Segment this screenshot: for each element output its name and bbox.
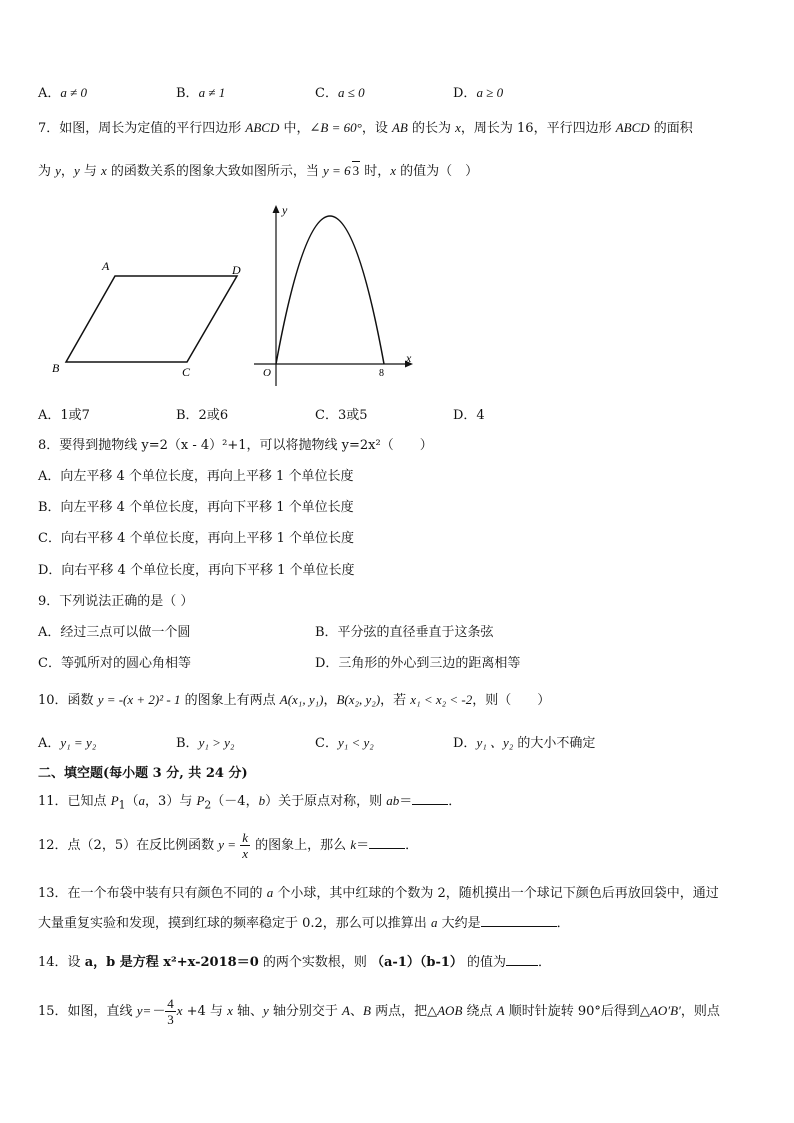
q11-stem [38, 792, 461, 815]
math: a [138, 793, 146, 808]
q8-option-a: A．向左平移 4 个单位长度，再向上平移 1 个单位长度 [38, 469, 354, 484]
math: B(x₂, y₂) [336, 692, 381, 707]
text: 的面积 [649, 121, 693, 136]
text: 的值为（ ） [396, 164, 479, 179]
math: y₁ 、y₂ [476, 735, 514, 750]
math: a [266, 885, 274, 900]
q7-option-c: C．3或5 [315, 408, 368, 423]
q6-option-a-label: A． [38, 86, 61, 101]
x-tick-8-label: 8 [379, 368, 384, 379]
math: AO′B′ [649, 1003, 681, 1018]
text: 为 [38, 164, 56, 179]
math: P [110, 793, 119, 808]
text: ，则（ ） [472, 693, 551, 708]
q15-stem [38, 996, 720, 1027]
text: 的值为 [462, 955, 507, 970]
q10-stem [38, 691, 550, 710]
math: x [390, 163, 396, 178]
math: y [73, 163, 80, 178]
text: 顺时针旋转 90°后得到△ [504, 1004, 650, 1019]
math: x [227, 1003, 233, 1018]
text: 14．设 [38, 955, 85, 970]
fraction-4-over-3 [165, 996, 176, 1027]
math: ab [386, 793, 400, 808]
q9-option-d: D．三角形的外心到三边的距离相等 [315, 656, 521, 671]
text: B． [176, 736, 199, 751]
text: +4 与 [182, 1004, 228, 1019]
text: 两点，把△ [370, 1004, 438, 1019]
text: 的长为 [407, 121, 456, 136]
text: ，3）与 [145, 794, 197, 809]
math: y = [218, 837, 240, 852]
q12-stem [38, 830, 418, 861]
math: x [100, 163, 107, 178]
q6-option-b [176, 84, 225, 103]
text: 15．如图，直线 [38, 1004, 137, 1019]
q10-option-a [38, 734, 96, 753]
math: B [363, 1003, 371, 1018]
math: A [496, 1003, 505, 1018]
q6-option-b-label: B． [176, 86, 199, 101]
text: 大约是 [437, 916, 481, 931]
text: ． [538, 955, 552, 970]
sqrt-value: 3 [352, 163, 360, 178]
denominator: x [242, 846, 249, 861]
text: 、 [350, 1004, 364, 1019]
math: y [55, 163, 61, 178]
q10-option-d [453, 734, 595, 753]
section-heading-fill-in: 二、填空题(每小题 3 分, 共 24 分) [38, 766, 248, 781]
math: y = 6 [323, 163, 351, 178]
text: 绕点 [462, 1004, 497, 1019]
math: b [258, 793, 266, 808]
text: 轴、 [232, 1004, 263, 1019]
text: 的图象上有两点 [180, 693, 280, 708]
math: y = -(x + 2)² - 1 [97, 692, 181, 707]
text: C． [315, 736, 338, 751]
math: ∠B = 60° [309, 120, 362, 135]
parallelogram-abcd [66, 276, 237, 362]
text: （ [125, 794, 139, 809]
text: ＝ [399, 794, 413, 809]
vertex-a-label: A [102, 259, 110, 273]
text: 13．在一个布袋中装有只有颜色不同的 [38, 886, 267, 901]
text: 大量重复实验和发现，摸到红球的频率稳定于 0.2，那么可以推算出 [38, 916, 431, 931]
q8-option-c: C．向右平移 4 个单位长度，再向上平移 1 个单位长度 [38, 531, 355, 546]
math: ABCD [615, 120, 650, 135]
math: x [455, 120, 461, 135]
vertex-c-label: C [182, 365, 191, 379]
q6-option-d-math: a ≥ 0 [476, 85, 504, 100]
parabola-curve [276, 216, 384, 364]
answer-blank[interactable] [412, 792, 448, 805]
math: a [430, 915, 438, 930]
text: ）关于原点对称，则 [265, 794, 387, 809]
math: AB [391, 120, 408, 135]
math: A(x₁, y₁) [279, 692, 324, 707]
answer-blank[interactable] [481, 914, 557, 927]
q13-stem-line2 [38, 914, 570, 933]
q7-option-b: B．2或6 [176, 408, 229, 423]
q9-stem: 9．下列说法正确的是（ ） [38, 594, 194, 609]
q7-stem-line1 [38, 119, 693, 138]
q7-figure [40, 196, 420, 386]
equation: a，b 是方程 x²+x-2018＝0 [84, 955, 259, 970]
math: y [263, 1003, 269, 1018]
q6-option-c-math: a ≤ 0 [337, 85, 365, 100]
text: ． [556, 916, 570, 931]
answer-blank[interactable] [369, 836, 405, 849]
answer-blank[interactable] [506, 953, 538, 966]
math: AOB [437, 1003, 463, 1018]
denominator: 3 [167, 1012, 174, 1027]
math: k [350, 837, 357, 852]
q14-stem [38, 953, 551, 972]
q7-option-a: A．1或7 [38, 408, 90, 423]
text: 的大小不确定 [513, 736, 596, 751]
text: 中， [279, 121, 310, 136]
y-axis-label: y [282, 203, 288, 217]
text: 的图象上，那么 [251, 838, 351, 853]
q6-option-d-label: D． [453, 86, 477, 101]
vertex-d-label: D [232, 263, 241, 277]
text: 个小球，其中红球的个数为 2，随机摸出一个球记下颜色后再放回袋中，通过 [273, 886, 719, 901]
q8-option-b: B．向左平移 4 个单位长度，再向下平移 1 个单位长度 [38, 500, 354, 515]
q9-option-b: B．平分弦的直径垂直于这条弦 [315, 625, 494, 640]
math: y₁ = y₂ [60, 735, 97, 750]
q6-option-b-math: a ≠ 1 [198, 85, 226, 100]
math: P [196, 793, 205, 808]
text: A． [38, 736, 61, 751]
text: D． [453, 736, 477, 751]
math: y₁ > y₂ [198, 735, 235, 750]
text: 7．如图，周长为定值的平行四边形 [38, 121, 246, 136]
q6-option-a-math: a ≠ 0 [60, 85, 88, 100]
q9-option-a: A．经过三点可以做一个圆 [38, 625, 191, 640]
numerator: 4 [167, 996, 174, 1011]
math: ABCD [245, 120, 280, 135]
math: y₁ < y₂ [337, 735, 374, 750]
numerator: k [242, 830, 249, 845]
text: ，周长为 16，平行四边形 [460, 121, 616, 136]
q7-stem-line2 [38, 161, 478, 181]
math: A [342, 1003, 350, 1018]
fraction-k-over-x [240, 830, 250, 861]
q8-option-d: D．向右平移 4 个单位长度，再向下平移 1 个单位长度 [38, 563, 355, 578]
text: ， [323, 693, 337, 708]
y-axis-arrow [273, 205, 280, 213]
vertex-b-label: B [52, 361, 60, 375]
math: x₁ < x₂ < -2 [410, 692, 473, 707]
q13-stem-line1 [38, 884, 719, 903]
text: 轴分别交于 [268, 1004, 343, 1019]
expression: （a-1）（b-1） [371, 955, 463, 970]
text: ，若 [380, 693, 411, 708]
text: 10．函数 [38, 693, 98, 708]
text: ＝ [356, 838, 370, 853]
q8-stem: 8．要得到抛物线 y=2（x - 4）²+1，可以将抛物线 y=2x²（ ） [38, 438, 433, 453]
origin-label: O [263, 367, 271, 379]
text: ，设 [361, 121, 392, 136]
text: 与 [79, 164, 101, 179]
x-axis-label: x [406, 351, 412, 365]
text: 的函数关系的图象大致如图所示，当 [106, 164, 324, 179]
text: ，则点 [680, 1004, 720, 1019]
subscript: 1 [118, 798, 126, 812]
text: ， [60, 164, 74, 179]
math: x [176, 1003, 183, 1018]
text: 时， [360, 164, 391, 179]
subscript: 2 [204, 798, 212, 812]
text: 的两个实数根，则 [258, 955, 371, 970]
math: y=－ [136, 1003, 165, 1018]
q6-option-c [315, 84, 365, 103]
q9-option-c: C．等弧所对的圆心角相等 [38, 656, 191, 671]
q7-option-d: D．4 [453, 408, 485, 423]
text: （－4， [211, 794, 259, 809]
q10-option-c [315, 734, 374, 753]
text: 11．已知点 [38, 794, 111, 809]
text: 12．点（2，5）在反比例函数 [38, 838, 219, 853]
q6-option-d [453, 84, 503, 103]
q6-option-c-label: C． [315, 86, 338, 101]
q10-option-b [176, 734, 234, 753]
text: ． [405, 838, 419, 853]
text: ． [448, 794, 462, 809]
q6-option-a [38, 84, 87, 103]
